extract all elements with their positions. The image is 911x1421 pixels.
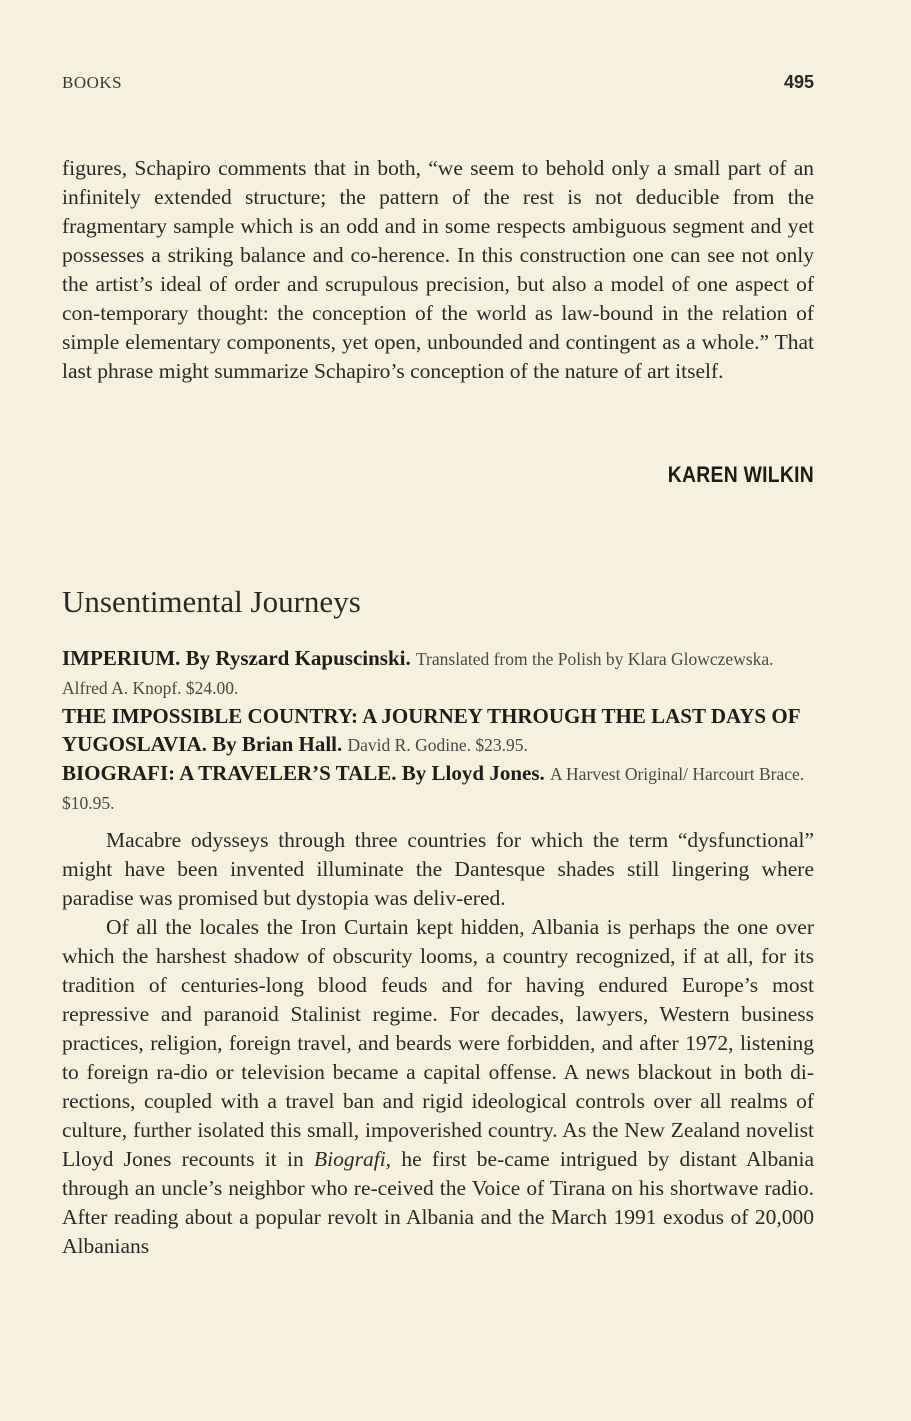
author-signature: KAREN WILKIN: [667, 462, 814, 487]
article-paragraph: [62, 913, 814, 1261]
book-title: BIOGRAFI: A TRAVELER’S TALE.: [62, 761, 397, 785]
review-title: Unsentimental Journeys: [62, 584, 361, 619]
page-number: 495: [783, 72, 814, 92]
intro-paragraph: figures, Schapiro comments that in both, “we seem to behold only a small part of an infinitely extended structure; the pattern of the rest is not deducible from the fragmentary sample which is an odd and in some respects ambiguous segment and yet possesses a striking balance and co-herence. In this construction one can see not only the artist’s ideal of order and scrupulous precision, but also a model of one aspect of con-temporary thought: the conception of the world as law-bound in the relation of simple elementary components, yet open, unbounded and contingent as a whole.” That last phrase might summarize Schapiro’s conception of the nature of art itself.: [62, 156, 814, 383]
book-entry: [62, 759, 814, 817]
article-text: he first be-came intrigued by distant Albania through an uncle’s neighbor who re-ceived the Voice of Tirana on his shortwave radio. After reading about a popular revolt in Albania and the March 1991 exodus of 20,000 Albanians: [62, 1147, 815, 1258]
book-publisher: Translated from the Polish by Klara Glowczewska. Alfred A. Knopf. $24.00.: [62, 649, 774, 698]
book-entry: [62, 644, 814, 702]
article-text: Of all the locales the Iron Curtain kept hidden, Albania is perhaps the one over which the harshest shadow of obscurity looms, a country recognized, if at all, for its tradition of centuries-long blood feuds and for having endured Europe’s most repressive and paranoid Stalinist regime. For decades, lawyers, Western business practices, religion, foreign travel, and beards were forbidden, and after 1972, listening to foreign ra-dio or television became a capital offense. A news blackout in both di-rections, coupled with a travel ban and rigid ideological controls over all realms of culture, further isolated this small, impoverished country. As the New Zealand novelist Lloyd Jones recounts it in: [62, 915, 814, 1171]
running-head: [62, 72, 814, 93]
book-list: [62, 644, 814, 817]
book-title-italic: Biografi,: [314, 1147, 392, 1171]
book-publisher: A Harvest Original/ Harcourt Brace. $10.95.: [62, 764, 805, 813]
book-title: THE IMPOSSIBLE COUNTRY: A JOURNEY THROUGH THE LAST DAYS OF YUGOSLAVIA.: [62, 704, 800, 756]
section-label: BOOKS: [62, 73, 123, 92]
book-author: By Brian Hall.: [212, 732, 343, 756]
book-entry: [62, 702, 814, 759]
book-title: IMPERIUM.: [62, 646, 181, 670]
book-author: By Lloyd Jones.: [401, 761, 545, 785]
article-paragraph: Macabre odysseys through three countries for which the term “dysfunctional” might have been invented illuminate the Dantesque shades still lingering where paradise was promised but dystopia was deliv-ered.: [62, 828, 814, 910]
book-author: By Ryszard Kapuscinski.: [185, 646, 411, 670]
article-body: [62, 826, 814, 1261]
book-publisher: David R. Godine. $23.95.: [347, 735, 528, 755]
